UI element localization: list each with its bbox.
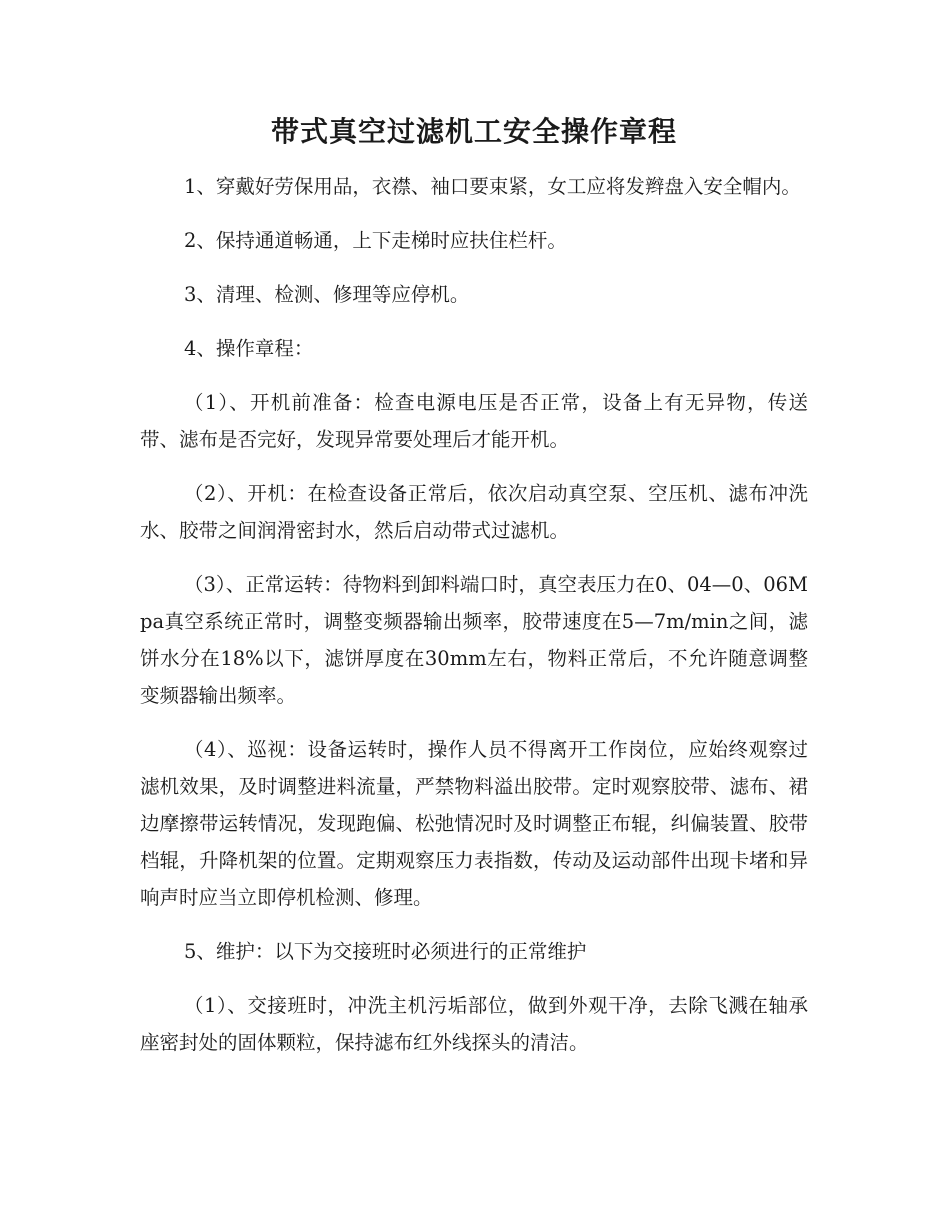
paragraph-4-3: （3）、正常运转：待物料到卸料端口时，真空表压力在0、04—0、06Mpa真空系统正常时，调整变频器输出频率，胶带速度在5—7m/min之间，滤饼水分在18%以下，滤饼厚度在30mm左右，物料正常后，不允许随意调整变频器输出频率。	[140, 573, 808, 707]
document-title: 带式真空过滤机工安全操作章程	[270, 115, 677, 148]
paragraph-3: 3、清理、检测、修理等应停机。	[184, 283, 470, 306]
paragraph-4-1: （1）、开机前准备：检查电源电压是否正常，设备上有无异物，传送带、滤布是否完好，发现异常要处理后才能开机。	[140, 391, 808, 451]
paragraph-2: 2、保持通道畅通，上下走梯时应扶住栏杆。	[184, 229, 567, 252]
paragraph-4: 4、操作章程：	[184, 337, 314, 360]
paragraph-1: 1、穿戴好劳保用品，衣襟、袖口要束紧，女工应将发辫盘入安全帽内。	[184, 175, 801, 198]
paragraph-5: 5、维护：以下为交接班时必须进行的正常维护	[184, 940, 587, 963]
paragraph-4-2: （2）、开机：在检查设备正常后，依次启动真空泵、空压机、滤布冲洗水、胶带之间润滑密封水，然后启动带式过滤机。	[140, 482, 808, 542]
document-page	[140, 0, 808, 1061]
paragraph-5-1: （1）、交接班时，冲洗主机污垢部位，做到外观干净，去除飞溅在轴承座密封处的固体颗粒，保持滤布红外线探头的清洁。	[140, 994, 808, 1054]
paragraph-4-4: （4）、巡视：设备运转时，操作人员不得离开工作岗位，应始终观察过滤机效果，及时调整进料流量，严禁物料溢出胶带。定时观察胶带、滤布、裙边摩擦带运转情况，发现跑偏、松弛情况时及时调整正布辊，纠偏装置、胶带档辊，升降机架的位置。定期观察压力表指数，传动及运动部件出现卡堵和异响声时应当立即停机检测、修理。	[140, 738, 808, 909]
